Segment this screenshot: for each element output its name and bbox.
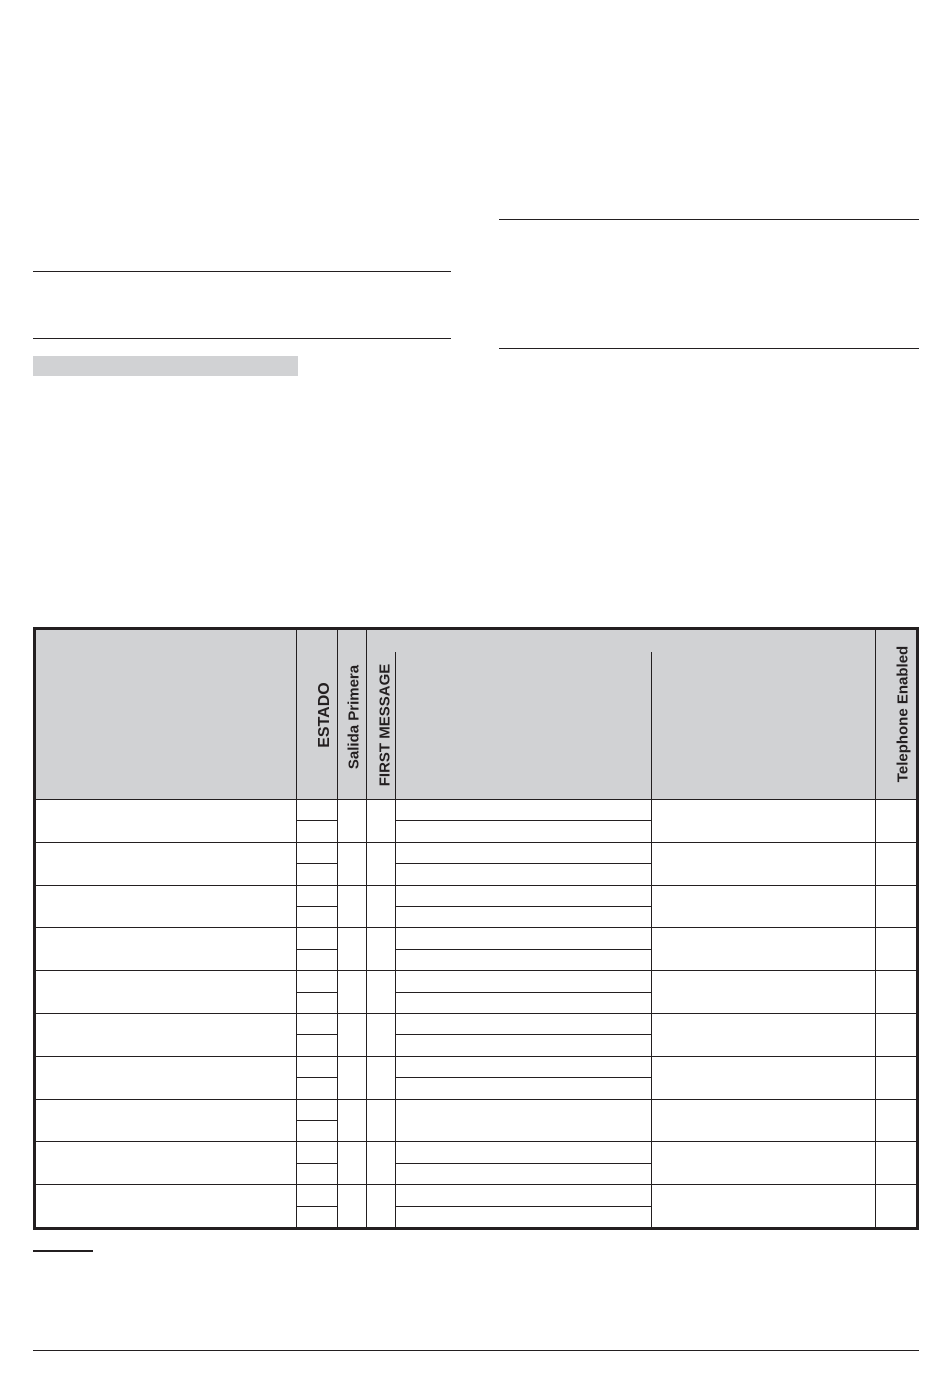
estado-split-line xyxy=(296,949,337,950)
col-line-salida xyxy=(337,630,338,1227)
row-separator xyxy=(36,970,916,971)
message-split-line xyxy=(395,1034,651,1035)
left-column-bottom-rule xyxy=(33,338,451,339)
header-telephone-enabled: Telephone Enabled xyxy=(894,645,912,783)
row-separator xyxy=(36,1141,916,1142)
message-split-line xyxy=(395,949,651,950)
row-separator xyxy=(36,1013,916,1014)
programming-table xyxy=(33,627,919,1230)
message-split-line xyxy=(395,863,651,864)
row-separator xyxy=(36,1099,916,1100)
message-split-line xyxy=(395,1163,651,1164)
footer-rule xyxy=(33,1350,919,1351)
header-first-message: FIRST MESSAGE xyxy=(376,663,394,787)
estado-split-line xyxy=(296,906,337,907)
col-line-telephone xyxy=(875,630,876,1227)
estado-split-line xyxy=(296,1206,337,1207)
estado-split-line xyxy=(296,992,337,993)
table-header xyxy=(36,630,916,799)
message-split-line xyxy=(395,992,651,993)
row-separator xyxy=(36,1056,916,1057)
estado-split-line xyxy=(296,1120,337,1121)
message-split-line xyxy=(395,1206,651,1207)
shaded-bar xyxy=(33,356,298,376)
note-underline xyxy=(33,1250,93,1252)
col-line-estado xyxy=(296,630,297,1227)
message-split-line xyxy=(395,820,651,821)
row-separator xyxy=(36,1184,916,1185)
header-separator xyxy=(36,799,916,800)
estado-split-line xyxy=(296,1077,337,1078)
estado-split-line xyxy=(296,820,337,821)
row-separator xyxy=(36,842,916,843)
row-separator xyxy=(36,927,916,928)
col-line-first xyxy=(366,630,367,1227)
left-column-top-rule xyxy=(33,271,451,272)
estado-split-line xyxy=(296,863,337,864)
message-split-line xyxy=(395,906,651,907)
estado-split-line xyxy=(296,1163,337,1164)
right-column-bottom-rule xyxy=(499,348,919,349)
row-separator xyxy=(36,885,916,886)
header-estado: ESTADO xyxy=(316,682,333,748)
right-column-top-rule xyxy=(499,219,919,220)
message-split-line xyxy=(395,1077,651,1078)
estado-split-line xyxy=(296,1034,337,1035)
header-salida-primera: Salida Primera xyxy=(345,664,363,770)
